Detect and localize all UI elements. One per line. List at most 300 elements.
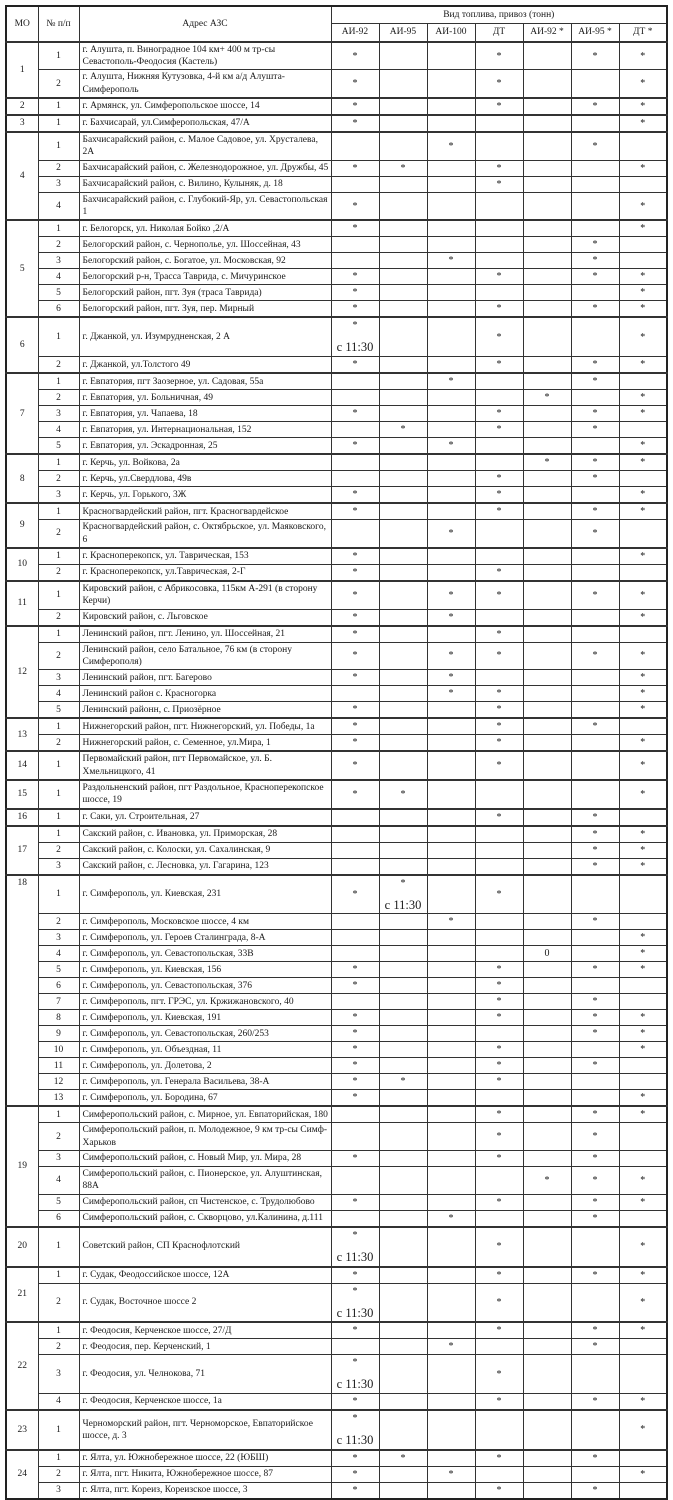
fuel-availability-cell (331, 422, 379, 438)
fuel-availability-cell: * (331, 702, 379, 719)
fuel-availability-cell: * (331, 1090, 379, 1107)
fuel-availability-cell (571, 192, 619, 220)
fuel-availability-cell (379, 914, 427, 930)
fuel-availability-cell (379, 406, 427, 422)
fuel-availability-cell (427, 1074, 475, 1090)
azs-address-cell: г. Симферополь, ул. Киевская, 231 (79, 875, 331, 914)
fuel-availability-cell (427, 1450, 475, 1467)
azs-address-cell: Сакский район, с. Лесновка, ул. Гагарина, 123 (79, 858, 331, 875)
fuel-availability-cell: * (619, 581, 667, 609)
azs-address-cell: г. Евпатория, ул. Интернациональная, 152 (79, 422, 331, 438)
fuel-availability-cell (475, 285, 523, 301)
fuel-availability-cell (379, 962, 427, 978)
fuel-availability-cell (379, 390, 427, 406)
row-number-cell: 1 (38, 718, 79, 735)
fuel-availability-cell (379, 994, 427, 1010)
fuel-availability-cell (379, 718, 427, 735)
fuel-availability-cell (379, 98, 427, 115)
fuel-availability-cell (331, 930, 379, 946)
table-row (6, 269, 667, 285)
mo-number-cell: 16 (6, 809, 38, 826)
fuel-availability-cell (475, 520, 523, 548)
fuel-availability-cell (523, 1123, 571, 1151)
fuel-availability-cell: * (571, 301, 619, 318)
fuel-time-note: с 11:30 (336, 340, 374, 355)
fuel-availability-cell: * (331, 1026, 379, 1042)
fuel-availability-cell: * (571, 1058, 619, 1074)
fuel-availability-cell (379, 842, 427, 858)
fuel-availability-cell: * (571, 98, 619, 115)
mo-number-cell: 24 (6, 1450, 38, 1499)
fuel-availability-cell: * (331, 1074, 379, 1090)
azs-address-cell: Белогорский район, с. Чернополье, ул. Шоссейная, 43 (79, 237, 331, 253)
row-number-cell: 1 (38, 626, 79, 643)
fuel-availability-cell (523, 809, 571, 826)
fuel-availability-cell: * (619, 946, 667, 962)
fuel-availability-cell: * (427, 670, 475, 686)
fuel-availability-cell (571, 160, 619, 176)
fuel-availability-cell (571, 875, 619, 914)
mo-number-cell: 9 (6, 503, 38, 548)
azs-address-cell: Белогорский район, пгт. Зуя, пер. Мирный (79, 301, 331, 318)
mo-number-cell: 10 (6, 548, 38, 581)
table-row (6, 98, 667, 115)
fuel-availability-cell (619, 1123, 667, 1151)
fuel-availability-cell (523, 1042, 571, 1058)
azs-address-cell: г. Бахчисарай, ул.Симферопольская, 47/А (79, 115, 331, 132)
fuel-availability-cell (523, 1339, 571, 1355)
fuel-availability-cell (331, 1355, 379, 1394)
col-header-mo: МО (6, 6, 38, 42)
col-header-num: № п/п (38, 6, 79, 42)
row-number-cell: 2 (38, 70, 79, 98)
fuel-availability-cell: * (571, 642, 619, 670)
fuel-availability-cell (619, 1450, 667, 1467)
fuel-availability-cell: * (571, 1339, 619, 1355)
fuel-availability-cell (571, 317, 619, 356)
mo-number-cell: 22 (6, 1322, 38, 1410)
fuel-availability-cell (523, 686, 571, 702)
row-number-cell: 4 (38, 1167, 79, 1195)
col-header-fuel: ДТ * (619, 24, 667, 42)
fuel-availability-cell (523, 626, 571, 643)
fuel-availability-cell (379, 751, 427, 780)
fuel-availability-cell: * (331, 1482, 379, 1499)
mo-number-cell: 1 (6, 42, 38, 98)
fuel-availability-cell (427, 503, 475, 520)
fuel-availability-cell (379, 115, 427, 132)
fuel-availability-cell: * (331, 875, 379, 914)
fuel-availability-cell: * (475, 1394, 523, 1411)
azs-address-cell: Красногвардейский район, пгт. Красногвардейское (79, 503, 331, 520)
azs-address-cell: Ленинский район с. Красногорка (79, 686, 331, 702)
fuel-availability-cell: * (427, 581, 475, 609)
fuel-availability-cell (475, 1339, 523, 1355)
row-number-cell: 1 (38, 132, 79, 160)
fuel-availability-cell (523, 422, 571, 438)
row-number-cell: 2 (38, 160, 79, 176)
fuel-availability-cell (619, 520, 667, 548)
fuel-availability-cell: * (331, 269, 379, 285)
table-row (6, 702, 667, 719)
azs-address-cell: г. Симферополь, ул. Севастопольская, 33В (79, 946, 331, 962)
fuel-availability-cell (379, 220, 427, 237)
azs-address-cell: Симферопольский район, сп Чистенское, с. Трудолюбово (79, 1194, 331, 1210)
fuel-availability-cell (427, 1283, 475, 1322)
fuel-availability-cell (379, 686, 427, 702)
fuel-availability-cell (523, 373, 571, 390)
fuel-availability-cell: * (571, 503, 619, 520)
fuel-availability-cell (475, 115, 523, 132)
table-row (6, 548, 667, 565)
fuel-availability-cell: * (475, 1194, 523, 1210)
azs-address-cell: Сакский район, с. Ивановка, ул. Приморская, 28 (79, 826, 331, 843)
fuel-availability-cell (427, 1090, 475, 1107)
row-number-cell: 2 (38, 390, 79, 406)
fuel-availability-cell: * (475, 406, 523, 422)
fuel-availability-cell (427, 471, 475, 487)
fuel-availability-cell: * (475, 70, 523, 98)
fuel-availability-cell (571, 70, 619, 98)
azs-address-cell: г. Симферополь, ул. Киевская, 156 (79, 962, 331, 978)
azs-address-cell: г. Евпатория, ул. Эскадронная, 25 (79, 438, 331, 455)
azs-address-cell: г. Саки, ул. Строительная, 27 (79, 809, 331, 826)
fuel-availability-cell: * (331, 670, 379, 686)
fuel-availability-cell (379, 253, 427, 269)
row-number-cell: 12 (38, 1074, 79, 1090)
azs-address-cell: г. Симферополь, ул. Героев Сталинграда, 8-А (79, 930, 331, 946)
fuel-availability-cell: * (475, 581, 523, 609)
row-number-cell: 1 (38, 220, 79, 237)
fuel-availability-cell: * (331, 220, 379, 237)
fuel-availability-cell (427, 809, 475, 826)
row-number-cell: 3 (38, 487, 79, 504)
mo-number-cell: 18 (6, 875, 38, 1107)
fuel-availability-cell: * (475, 686, 523, 702)
fuel-availability-cell (331, 1410, 379, 1450)
fuel-availability-cell: * (619, 735, 667, 752)
fuel-availability-mark: * (400, 877, 406, 889)
fuel-availability-cell: * (619, 642, 667, 670)
fuel-availability-cell: * (475, 301, 523, 318)
fuel-availability-cell (523, 42, 571, 70)
fuel-availability-cell: * (619, 548, 667, 565)
table-row (6, 1339, 667, 1355)
fuel-availability-cell: * (331, 42, 379, 70)
fuel-availability-cell (427, 98, 475, 115)
table-row (6, 1450, 667, 1467)
fuel-availability-cell: * (619, 1410, 667, 1450)
azs-address-cell: г. Симферополь, ул. Севастопольская, 260/253 (79, 1026, 331, 1042)
mo-number-cell: 5 (6, 220, 38, 317)
fuel-availability-cell (523, 962, 571, 978)
fuel-availability-cell (475, 609, 523, 626)
fuel-availability-cell: * (571, 520, 619, 548)
fuel-availability-cell (619, 1339, 667, 1355)
fuel-availability-cell (571, 686, 619, 702)
row-number-cell: 2 (38, 564, 79, 581)
row-number-cell: 2 (38, 471, 79, 487)
fuel-availability-cell: * (379, 422, 427, 438)
fuel-availability-cell (571, 735, 619, 752)
fuel-availability-cell (475, 1410, 523, 1450)
fuel-availability-cell (571, 390, 619, 406)
fuel-availability-cell (571, 1355, 619, 1394)
fuel-availability-cell: * (571, 962, 619, 978)
row-number-cell: 7 (38, 994, 79, 1010)
table-row (6, 390, 667, 406)
fuel-availability-cell: * (619, 1010, 667, 1026)
fuel-availability-cell (427, 390, 475, 406)
fuel-availability-cell: * (571, 994, 619, 1010)
row-number-cell: 3 (38, 1482, 79, 1499)
fuel-availability-cell (331, 1106, 379, 1123)
fuel-availability-cell (571, 487, 619, 504)
fuel-availability-cell (427, 962, 475, 978)
fuel-availability-cell (331, 520, 379, 548)
fuel-availability-cell: * (331, 1151, 379, 1167)
table-row (6, 1058, 667, 1074)
table-row (6, 564, 667, 581)
fuel-availability-cell: * (427, 642, 475, 670)
table-row (6, 994, 667, 1010)
fuel-availability-cell (523, 718, 571, 735)
fuel-availability-cell (523, 357, 571, 374)
fuel-availability-cell (523, 70, 571, 98)
azs-address-cell: Симферопольский район, с. Пионерское, ул. Алуштинская, 88А (79, 1167, 331, 1195)
fuel-availability-cell (523, 1058, 571, 1074)
fuel-availability-cell: * (475, 317, 523, 356)
fuel-availability-cell: * (475, 487, 523, 504)
azs-address-cell: Ленинский районн, с. Приозёрное (79, 702, 331, 719)
fuel-availability-cell: * (619, 1394, 667, 1411)
fuel-availability-cell (379, 1227, 427, 1267)
fuel-availability-cell (379, 70, 427, 98)
fuel-availability-cell (571, 751, 619, 780)
fuel-availability-cell: * (427, 438, 475, 455)
fuel-availability-cell (619, 626, 667, 643)
azs-address-cell: г. Феодосия, Керченское шоссе, 1а (79, 1394, 331, 1411)
fuel-availability-mark: * (352, 1413, 358, 1424)
fuel-availability-cell (427, 946, 475, 962)
azs-address-cell: Белогорский р-н, Трасса Таврида, с. Мичуринское (79, 269, 331, 285)
fuel-availability-cell (379, 1010, 427, 1026)
fuel-availability-cell (379, 875, 427, 914)
fuel-availability-cell: * (619, 686, 667, 702)
azs-address-cell: Симферопольский район, п. Молодежное, 9 км тр-сы Симф-Харьков (79, 1123, 331, 1151)
table-row (6, 253, 667, 269)
fuel-availability-cell: * (619, 751, 667, 780)
fuel-availability-cell (331, 1283, 379, 1322)
fuel-availability-cell (571, 780, 619, 809)
fuel-availability-cell (523, 842, 571, 858)
fuel-availability-cell: * (427, 914, 475, 930)
mo-number-cell: 13 (6, 718, 38, 751)
fuel-availability-cell (523, 471, 571, 487)
fuel-availability-cell (523, 1026, 571, 1042)
table-row (6, 471, 667, 487)
table-row (6, 875, 667, 914)
row-number-cell: 3 (38, 930, 79, 946)
fuel-availability-cell: * (619, 115, 667, 132)
fuel-availability-cell (523, 1210, 571, 1227)
fuel-availability-cell (571, 1042, 619, 1058)
table-row (6, 301, 667, 318)
fuel-availability-cell: * (571, 1322, 619, 1339)
mo-number-cell: 14 (6, 751, 38, 780)
fuel-availability-cell (427, 751, 475, 780)
row-number-cell: 9 (38, 1026, 79, 1042)
fuel-availability-cell (571, 1410, 619, 1450)
azs-address-cell: г. Феодосия, пер. Керченский, 1 (79, 1339, 331, 1355)
fuel-availability-cell: * (619, 702, 667, 719)
fuel-availability-cell: * (619, 842, 667, 858)
fuel-availability-cell (331, 946, 379, 962)
fuel-availability-mark: * (352, 1357, 358, 1369)
fuel-availability-cell (619, 176, 667, 192)
azs-address-cell: г. Армянск, ул. Симферопольское шоссе, 14 (79, 98, 331, 115)
fuel-availability-cell (427, 1267, 475, 1284)
fuel-availability-cell: * (571, 718, 619, 735)
fuel-availability-cell (427, 930, 475, 946)
fuel-availability-cell (475, 1090, 523, 1107)
fuel-availability-cell: * (475, 1058, 523, 1074)
fuel-availability-cell (379, 373, 427, 390)
fuel-availability-cell: * (427, 1210, 475, 1227)
fuel-availability-cell (427, 1106, 475, 1123)
fuel-availability-cell (523, 503, 571, 520)
row-number-cell: 6 (38, 301, 79, 318)
row-number-cell: 1 (38, 1450, 79, 1467)
azs-address-cell: г. Красноперекопск, ул. Таврическая, 153 (79, 548, 331, 565)
fuel-availability-cell (379, 858, 427, 875)
fuel-availability-cell (619, 1058, 667, 1074)
table-row (6, 1090, 667, 1107)
fuel-availability-cell (523, 548, 571, 565)
row-number-cell: 2 (38, 914, 79, 930)
table-row (6, 735, 667, 752)
fuel-availability-cell (379, 132, 427, 160)
fuel-availability-cell (571, 946, 619, 962)
azs-address-cell: г. Симферополь, ул. Объездная, 11 (79, 1042, 331, 1058)
fuel-availability-cell: * (475, 751, 523, 780)
fuel-availability-cell (427, 1026, 475, 1042)
fuel-availability-cell (427, 994, 475, 1010)
table-row (6, 487, 667, 504)
azs-address-cell: Ленинский район, пгт. Багерово (79, 670, 331, 686)
fuel-availability-cell (571, 548, 619, 565)
fuel-availability-cell: * (427, 1339, 475, 1355)
fuel-availability-cell (427, 1167, 475, 1195)
fuel-availability-cell: * (475, 994, 523, 1010)
fuel-availability-cell (571, 1227, 619, 1267)
fuel-availability-cell: * (427, 373, 475, 390)
table-body (6, 42, 667, 1499)
row-number-cell: 6 (38, 978, 79, 994)
fuel-availability-cell: * (571, 1106, 619, 1123)
fuel-availability-cell (379, 564, 427, 581)
fuel-availability-cell (379, 1466, 427, 1482)
fuel-availability-cell (331, 317, 379, 356)
fuel-availability-cell: 0 (523, 946, 571, 962)
fuel-availability-cell (571, 609, 619, 626)
fuel-availability-cell (523, 520, 571, 548)
table-row (6, 1106, 667, 1123)
fuel-availability-cell: * (331, 1450, 379, 1467)
table-row (6, 626, 667, 643)
fuel-availability-cell: * (379, 160, 427, 176)
fuel-time-note: с 11:30 (336, 1433, 374, 1447)
fuel-availability-cell (523, 406, 571, 422)
col-header-fuel-group: Вид топлива, привоз (тонн) (331, 6, 667, 24)
row-number-cell: 3 (38, 406, 79, 422)
table-row (6, 842, 667, 858)
azs-address-cell: г. Симферополь, ул. Севастопольская, 376 (79, 978, 331, 994)
fuel-availability-cell: * (331, 1322, 379, 1339)
table-row (6, 858, 667, 875)
fuel-availability-cell: * (427, 1466, 475, 1482)
fuel-availability-cell: * (379, 780, 427, 809)
fuel-availability-cell (571, 1090, 619, 1107)
fuel-availability-cell (475, 390, 523, 406)
fuel-availability-cell (379, 626, 427, 643)
mo-number-cell: 17 (6, 826, 38, 875)
col-header-fuel: АИ-100 (427, 24, 475, 42)
fuel-availability-cell: * (475, 809, 523, 826)
fuel-availability-cell: * (475, 1042, 523, 1058)
fuel-availability-cell (427, 875, 475, 914)
azs-address-cell: Черноморский район, пгт. Черноморское, Евпаторийское шоссе, д. 3 (79, 1410, 331, 1450)
fuel-availability-cell: * (331, 751, 379, 780)
fuel-availability-cell (475, 548, 523, 565)
fuel-availability-cell (571, 176, 619, 192)
azs-address-cell: Нижнегорский район, пгт. Нижнегорский, ул. Победы, 1а (79, 718, 331, 735)
fuel-availability-cell: * (331, 626, 379, 643)
fuel-availability-cell (427, 780, 475, 809)
fuel-availability-cell: * (571, 1450, 619, 1467)
fuel-availability-cell (379, 826, 427, 843)
azs-address-cell: Ленинский район, пгт. Ленино, ул. Шоссейная, 21 (79, 626, 331, 643)
table-row (6, 373, 667, 390)
fuel-availability-cell (475, 220, 523, 237)
azs-address-cell: Симферопольский район, с. Новый Мир, ул. Мира, 28 (79, 1151, 331, 1167)
row-number-cell: 1 (38, 115, 79, 132)
fuel-availability-cell: * (571, 1210, 619, 1227)
fuel-availability-cell (379, 357, 427, 374)
fuel-availability-cell: * (619, 487, 667, 504)
fuel-availability-cell: * (475, 42, 523, 70)
azs-address-cell: г. Феодосия, ул. Челнокова, 71 (79, 1355, 331, 1394)
row-number-cell: 3 (38, 253, 79, 269)
fuel-availability-cell: * (619, 1194, 667, 1210)
azs-address-cell: г. Алушта, Нижняя Кутузовка, 4-й км а/д Алушта- Симферополь (79, 70, 331, 98)
azs-address-cell: Красногвардейский район, с. Октябрьское, ул. Маяковского, 6 (79, 520, 331, 548)
fuel-availability-cell (523, 1394, 571, 1411)
table-row (6, 1466, 667, 1482)
azs-address-cell: г. Евпатория, ул. Больничная, 49 (79, 390, 331, 406)
row-number-cell: 1 (38, 317, 79, 356)
fuel-availability-cell (331, 1227, 379, 1267)
fuel-availability-cell: * (571, 471, 619, 487)
fuel-availability-cell: * (619, 780, 667, 809)
fuel-availability-cell (427, 1482, 475, 1499)
fuel-availability-cell: * (475, 978, 523, 994)
fuel-availability-cell (379, 809, 427, 826)
fuel-availability-cell (523, 581, 571, 609)
fuel-availability-cell (523, 914, 571, 930)
fuel-availability-cell (523, 994, 571, 1010)
fuel-availability-cell: * (571, 842, 619, 858)
